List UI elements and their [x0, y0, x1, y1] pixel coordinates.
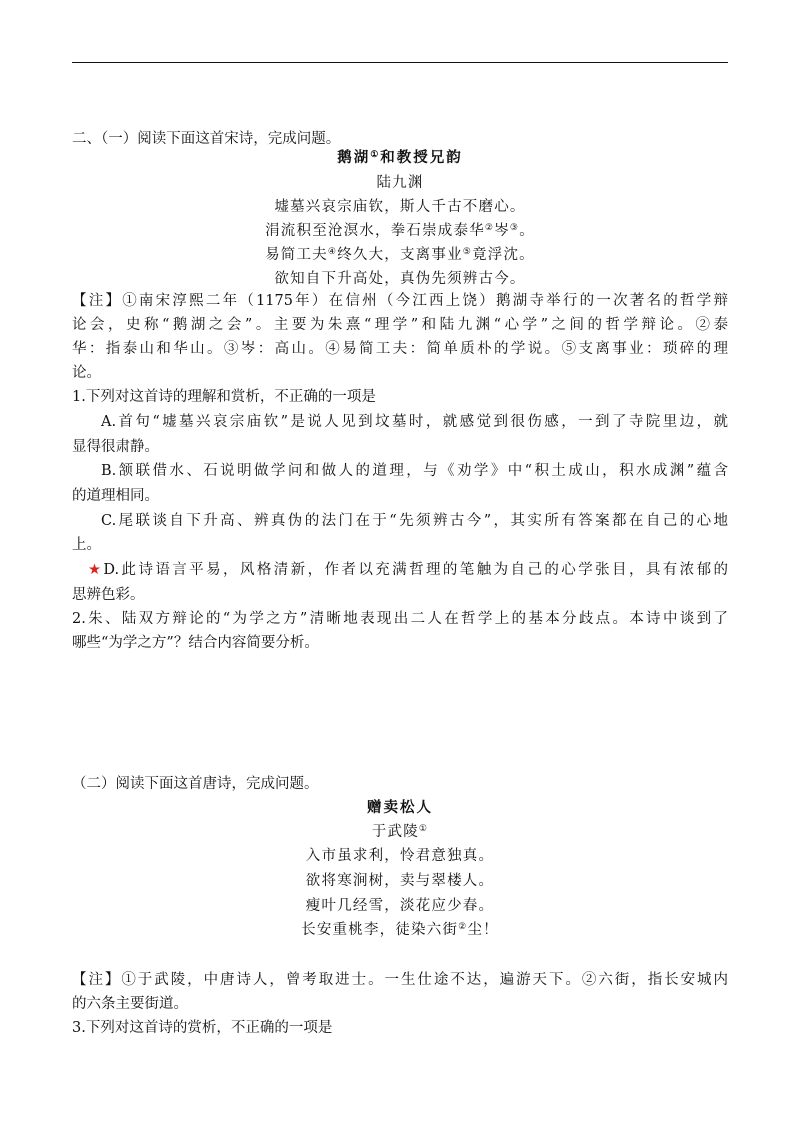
poem2-line-2: 欲将寒涧树，卖与翠楼人。 [305, 873, 495, 889]
poem1-line-3: 易简工夫④终久大，支离事业⑤竟浮沈。 [265, 247, 535, 263]
poem1-line-4: 欲知自下升高处，真伪先须辨古今。 [274, 271, 526, 287]
poem2-line-4: 长安重桃李，徒染六街②尘！ [301, 922, 499, 938]
poem1-note: 华：指泰山和华山。③岑：高山。④易简工夫：简单质朴的学说。⑤支离事业：琐碎的理 [72, 341, 728, 357]
poem2-line-3: 瘦叶几经雪，淡花应少春。 [305, 898, 495, 914]
question-2-line-2: 哪些“为学之方”？结合内容简要分析。 [72, 635, 319, 651]
option-c-line-1: C.尾联谈自下升高、辨真伪的法门在于“先须辨古今”，其实所有答案都在自己的心地 [101, 513, 728, 529]
poem2-author: 于武陵① [371, 824, 429, 840]
question-1: 1.下列对这首诗的理解和赏析，不正确的一项是 [72, 389, 376, 405]
question-3: 3.下列对这首诗的赏析，不正确的一项是 [72, 1020, 333, 1036]
poem1-line-2: 涓流积至沧溟水，拳石崇成泰华②岑③。 [265, 223, 535, 239]
option-a-line-2: 显得很肃静。 [72, 439, 159, 455]
option-d-line-2: 思辨色彩。 [72, 587, 145, 603]
poem2-note: 【注】①于武陵，中唐诗人，曾考取进士。一生仕途不达，遍游天下。②六街，指长安城内 [72, 972, 728, 988]
section2-heading: （二）阅读下面这首唐诗，完成问题。 [72, 776, 319, 792]
poem2-note: 的六条主要街道。 [72, 996, 188, 1012]
poem1-line-1: 墟墓兴哀宗庙钦，斯人千古不磨心。 [274, 199, 526, 215]
poem1-note: 【注】①南宋淳熙二年（1175年）在信州（今江西上饶）鹅湖寺举行的一次著名的哲学辩 [72, 293, 728, 309]
correct-answer-star-icon: ★ [88, 562, 104, 578]
poem2-title: 赠卖松人 [367, 799, 433, 816]
poem2-line-1: 入市虽求利，怜君意独真。 [305, 848, 495, 864]
option-a-line-1: A.首句“墟墓兴哀宗庙钦”是说人见到坟墓时，就感觉到很伤感，一到了寺院里边，就 [101, 414, 728, 430]
question-2-line-1: 2.朱、陆双方辩论的“为学之方”清晰地表现出二人在哲学上的基本分歧点。本诗中谈到了 [72, 611, 728, 627]
poem1-title: 鹅湖①和教授兄韵 [337, 149, 463, 166]
poem1-note: 论。 [72, 365, 101, 381]
header-rule [72, 62, 728, 63]
option-b-line-2: 的道理相同。 [72, 488, 159, 504]
section1-heading: 二、（一）阅读下面这首宋诗，完成问题。 [72, 131, 341, 147]
option-b-line-1: B.颔联借水、石说明做学问和做人的道理，与《劝学》中“积土成山，积水成渊”蕴含 [101, 463, 728, 479]
poem1-author: 陆九渊 [376, 175, 424, 191]
option-d-line-1: ★D.此诗语言平易，风格清新，作者以充满哲理的笔触为自己的心学张目，具有浓郁的 [88, 562, 729, 578]
poem1-note: 论会，史称“鹅湖之会”。主要为朱熹“理学”和陆九渊“心学”之间的哲学辩论。②泰 [72, 317, 728, 333]
option-c-line-2: 上。 [72, 537, 101, 553]
